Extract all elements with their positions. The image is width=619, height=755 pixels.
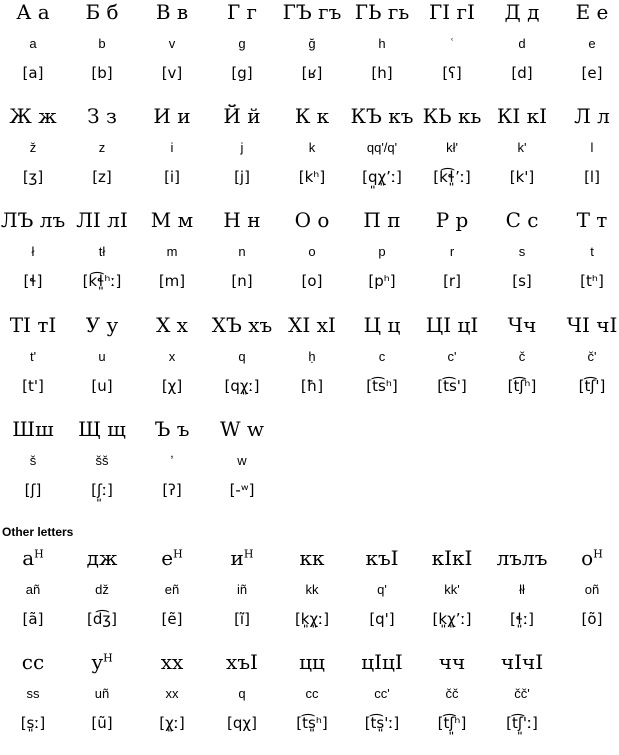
cyrillic-letter: $о^Н$: [581, 546, 603, 570]
cyrillic-letter: Л л: [574, 104, 610, 128]
cyrillic-letter: КЪ къ: [350, 104, 414, 128]
ipa-pronunciation: [j]: [234, 168, 250, 186]
ipa-pronunciation: [t͡ʃ']: [578, 377, 606, 395]
ipa-pronunciation: [χ͈ː]: [159, 714, 185, 732]
cyrillic-letter: хх: [160, 650, 184, 674]
other-row: [0, 547, 619, 651]
cyrillic-letter: кIкI: [431, 546, 473, 570]
latin-transliteration: t': [29, 349, 37, 364]
latin-transliteration: iñ: [236, 582, 248, 597]
cyrillic-letter: Чч: [507, 313, 537, 337]
latin-transliteration: z: [98, 140, 106, 155]
latin-transliteration: uñ: [94, 686, 110, 701]
cyrillic-letter: М м: [150, 208, 194, 232]
latin-transliteration: ss: [26, 686, 40, 701]
ipa-pronunciation: [g]: [231, 64, 253, 82]
latin-transliteration: añ: [25, 582, 41, 597]
ipa-pronunciation: [t͡sʰ]: [366, 377, 398, 395]
latin-transliteration: c: [378, 349, 386, 364]
ipa-pronunciation: [χ]: [161, 377, 183, 395]
ipa-pronunciation: [-ʷ]: [229, 481, 255, 499]
cyrillic-letter: З з: [87, 104, 117, 128]
cyrillic-letter: къI: [365, 546, 399, 570]
cyrillic-letter: Х х: [156, 313, 188, 337]
cyrillic-letter: Ж ж: [9, 104, 57, 128]
ipa-pronunciation: [l]: [584, 168, 600, 186]
latin-transliteration: q': [377, 582, 387, 597]
cyrillic-letter: $е^Н$: [161, 546, 183, 570]
cyrillic-letter: ЦI цI: [425, 313, 479, 337]
latin-transliteration: k': [517, 140, 527, 155]
cyrillic-letter: Н н: [223, 208, 261, 232]
latin-transliteration: a: [29, 36, 37, 51]
latin-transliteration: cc': [374, 686, 390, 701]
cyrillic-letter: Т т: [576, 208, 608, 232]
ipa-pronunciation: [k']: [509, 168, 535, 186]
ipa-pronunciation: [q']: [369, 610, 395, 628]
latin-transliteration: čč: [445, 686, 459, 701]
main-row: [0, 1, 619, 105]
latin-transliteration: tł: [98, 244, 106, 259]
latin-transliteration: cc: [305, 686, 319, 701]
ipa-pronunciation: [õ]: [581, 610, 603, 628]
ipa-pronunciation: [k͡ɬ͈ʰː]: [82, 272, 122, 290]
latin-transliteration: xx: [165, 686, 179, 701]
cyrillic-letter: Щ щ: [78, 417, 126, 441]
ipa-pronunciation: [ʃ͈ː]: [91, 481, 113, 499]
main-row: [0, 314, 619, 418]
latin-transliteration: eñ: [164, 582, 180, 597]
latin-transliteration: p: [378, 244, 386, 259]
ipa-pronunciation: [t͡ʃ͈ʰ]: [437, 714, 467, 732]
cyrillic-letter: А а: [16, 0, 50, 24]
cyrillic-letter: ГI гI: [429, 0, 475, 24]
latin-transliteration: o: [308, 244, 316, 259]
cyrillic-letter: $а^Н$: [22, 546, 44, 570]
cyrillic-letter: Г г: [226, 0, 258, 24]
latin-transliteration: dž: [95, 582, 109, 597]
latin-transliteration: b: [98, 36, 106, 51]
latin-transliteration: šš: [95, 453, 109, 468]
cyrillic-letter: ЧI чI: [566, 313, 618, 337]
latin-transliteration: oñ: [584, 582, 600, 597]
latin-transliteration: ḥ: [308, 349, 316, 364]
latin-transliteration: j: [240, 140, 244, 155]
ipa-pronunciation: [o]: [301, 272, 323, 290]
cyrillic-letter: лълъ: [496, 546, 548, 570]
cyrillic-letter: Б б: [85, 0, 119, 24]
ipa-pronunciation: [ã]: [22, 610, 44, 628]
cyrillic-letter: ГЬ гь: [354, 0, 410, 24]
main-row: [0, 418, 619, 522]
latin-transliteration: ł: [31, 244, 35, 259]
other-row: [0, 651, 619, 755]
cyrillic-letter: $и^Н$: [230, 546, 254, 570]
cyrillic-letter: КI кI: [496, 104, 548, 128]
latin-transliteration: t: [590, 244, 594, 259]
latin-transliteration: w: [237, 453, 247, 468]
latin-transliteration: č': [587, 349, 597, 364]
ipa-pronunciation: [e]: [581, 64, 603, 82]
ipa-pronunciation: [k͡ɬ͈ʼː]: [433, 168, 471, 186]
cyrillic-letter: Ц ц: [363, 313, 401, 337]
latin-transliteration: x: [168, 349, 176, 364]
ipa-pronunciation: [ʁ]: [301, 64, 323, 82]
ipa-pronunciation: [ʒ]: [22, 168, 44, 186]
ipa-pronunciation: [s͈ː]: [20, 714, 46, 732]
latin-transliteration: m: [166, 244, 178, 259]
ipa-pronunciation: [t͡s']: [437, 377, 467, 395]
ipa-pronunciation: [t͡ʃʰ]: [507, 377, 537, 395]
ipa-pronunciation: [d]: [511, 64, 533, 82]
ipa-pronunciation: [qχ͈ː]: [224, 377, 260, 395]
latin-transliteration: ʿ: [449, 36, 455, 51]
ipa-pronunciation: [ɬ͈ː]: [509, 610, 535, 628]
latin-transliteration: kł': [446, 140, 458, 155]
ipa-pronunciation: [ũ]: [91, 714, 113, 732]
ipa-pronunciation: [t']: [22, 377, 44, 395]
ipa-pronunciation: [ẽ]: [161, 610, 183, 628]
latin-transliteration: s: [518, 244, 526, 259]
cyrillic-letter: ХI хI: [288, 313, 336, 337]
latin-transliteration: r: [449, 244, 455, 259]
ipa-pronunciation: [ʕ]: [442, 64, 462, 82]
latin-transliteration: v: [168, 36, 176, 51]
ipa-pronunciation: [b]: [91, 64, 113, 82]
latin-transliteration: k: [308, 140, 316, 155]
latin-transliteration: čč': [514, 686, 530, 701]
cyrillic-letter: Е е: [575, 0, 609, 24]
cyrillic-letter: дж: [86, 546, 118, 570]
ipa-pronunciation: [ħ]: [300, 377, 324, 395]
cyrillic-letter: цц: [299, 650, 325, 674]
cyrillic-letter: сс: [21, 650, 45, 674]
latin-transliteration: q: [238, 349, 246, 364]
ipa-pronunciation: [z]: [92, 168, 112, 186]
cyrillic-letter: цIцI: [361, 650, 403, 674]
ipa-pronunciation: [s]: [512, 272, 532, 290]
cyrillic-letter: С с: [505, 208, 539, 232]
ipa-pronunciation: [q͈χ͈ʼː]: [362, 168, 402, 186]
cyrillic-letter: W w: [219, 417, 265, 441]
cyrillic-letter: КЬ кь: [422, 104, 482, 128]
cyrillic-letter: К к: [294, 104, 330, 128]
ipa-pronunciation: [t͡ʃ͈'ː]: [506, 714, 538, 732]
latin-transliteration: d: [518, 36, 526, 51]
latin-transliteration: kk': [444, 582, 460, 597]
cyrillic-letter: чIчI: [500, 650, 544, 674]
ipa-pronunciation: [h]: [371, 64, 393, 82]
ipa-pronunciation: [k͈χ͈ʼː]: [432, 610, 472, 628]
cyrillic-letter: И и: [153, 104, 191, 128]
ipa-pronunciation: [ʃ]: [24, 481, 42, 499]
ipa-pronunciation: [n]: [231, 272, 253, 290]
latin-transliteration: h: [378, 36, 386, 51]
ipa-pronunciation: [k͈χ͈ː]: [294, 610, 330, 628]
main-row: [0, 209, 619, 313]
latin-transliteration: kk: [305, 582, 319, 597]
ipa-pronunciation: [qχ]: [227, 714, 257, 732]
cyrillic-letter: Р р: [435, 208, 469, 232]
cyrillic-letter: ТI тI: [9, 313, 57, 337]
ipa-pronunciation: [t͡s͈ʰ]: [296, 714, 328, 732]
latin-transliteration: e: [588, 36, 596, 51]
ipa-pronunciation: [t͡s͈'ː]: [364, 714, 400, 732]
main-row: [0, 105, 619, 209]
cyrillic-letter: чч: [438, 650, 466, 674]
latin-transliteration: ğ: [308, 36, 316, 51]
latin-transliteration: c': [447, 349, 457, 364]
cyrillic-letter: Й й: [223, 104, 261, 128]
latin-transliteration: u: [98, 349, 106, 364]
cyrillic-letter: хъI: [226, 650, 258, 674]
cyrillic-letter: кк: [299, 546, 325, 570]
cyrillic-letter: Д д: [504, 0, 540, 24]
cyrillic-letter: $у^Н$: [91, 650, 113, 674]
cyrillic-letter: П п: [363, 208, 401, 232]
cyrillic-letter: ЛЪ лъ: [0, 208, 66, 232]
cyrillic-letter: О о: [294, 208, 330, 232]
ipa-pronunciation: [tʰ]: [580, 272, 604, 290]
latin-transliteration: ʼ: [170, 453, 174, 468]
cyrillic-letter: ЛI лI: [76, 208, 128, 232]
ipa-pronunciation: [kʰ]: [298, 168, 326, 186]
ipa-pronunciation: [v]: [161, 64, 183, 82]
other-letters-heading: Other letters: [2, 525, 74, 539]
ipa-pronunciation: [d͡ʒ]: [87, 610, 117, 628]
latin-transliteration: g: [238, 36, 246, 51]
latin-transliteration: č: [518, 349, 526, 364]
latin-transliteration: i: [170, 140, 174, 155]
cyrillic-letter: ХЪ хъ: [211, 313, 273, 337]
ipa-pronunciation: [u]: [91, 377, 113, 395]
ipa-pronunciation: [a]: [22, 64, 44, 82]
latin-transliteration: l: [590, 140, 594, 155]
latin-transliteration: łł: [519, 582, 525, 597]
latin-transliteration: ž: [29, 140, 37, 155]
ipa-pronunciation: [ĩ]: [234, 610, 250, 628]
cyrillic-letter: Шш: [12, 417, 54, 441]
cyrillic-letter: В в: [155, 0, 189, 24]
cyrillic-letter: У у: [85, 313, 119, 337]
latin-transliteration: š: [29, 453, 37, 468]
cyrillic-letter: Ъ ъ: [154, 417, 190, 441]
latin-transliteration: qq'/q': [366, 140, 398, 155]
latin-transliteration: q: [238, 686, 246, 701]
latin-transliteration: n: [238, 244, 246, 259]
cyrillic-letter: ГЪ гъ: [282, 0, 342, 24]
ipa-pronunciation: [pʰ]: [368, 272, 396, 290]
ipa-pronunciation: [i]: [164, 168, 180, 186]
ipa-pronunciation: [m]: [158, 272, 186, 290]
ipa-pronunciation: [r]: [443, 272, 461, 290]
ipa-pronunciation: [ʔ]: [162, 481, 182, 499]
ipa-pronunciation: [ɬ]: [23, 272, 43, 290]
